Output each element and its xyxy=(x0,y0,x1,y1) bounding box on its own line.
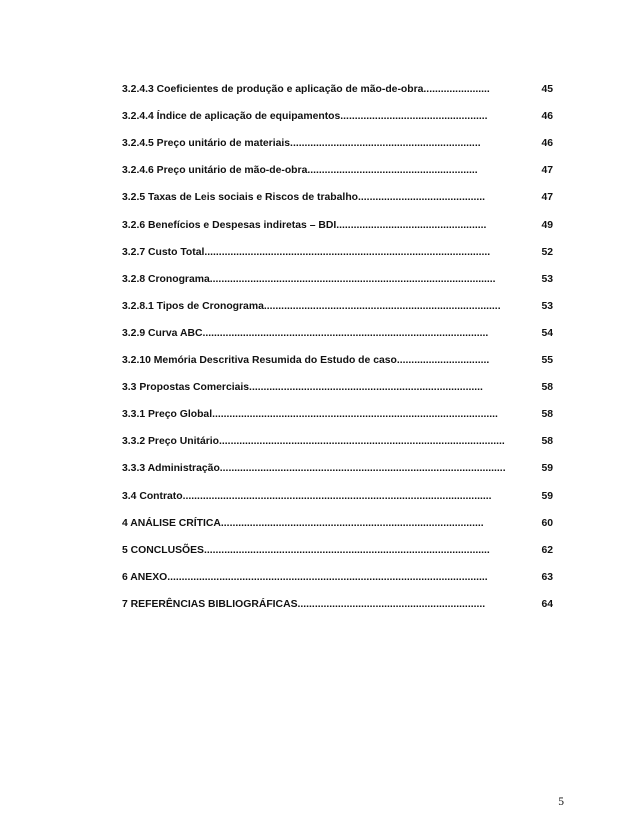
toc-entry-page: 53 xyxy=(541,273,553,285)
toc-entry-page: 52 xyxy=(541,246,553,258)
toc-entry-page: 62 xyxy=(541,544,553,556)
toc-entry[interactable] xyxy=(122,136,553,152)
toc-entry-title: 3.2.5 Taxas de Leis sociais e Riscos de trabalho............................................ xyxy=(122,192,486,204)
toc-entry-page: 46 xyxy=(541,138,553,150)
toc-entry-title: 6 ANEXO............................................................................................................... xyxy=(122,571,488,583)
toc-entry-title: 3.2.10 Memória Descritiva Resumida do Estudo de caso................................ xyxy=(122,355,490,366)
toc-entry-page: 55 xyxy=(541,355,553,366)
toc-entry-page: 59 xyxy=(541,463,553,475)
toc-entry-title: 3.2.4.4 Índice de aplicação de equipamentos................................................... xyxy=(122,111,488,123)
toc-entry[interactable] xyxy=(122,434,553,450)
toc-entry-page: 46 xyxy=(541,111,553,123)
toc-entry-title: 4 ANÁLISE CRÍTICA........................................................................................... xyxy=(122,517,484,529)
toc-entry[interactable] xyxy=(122,245,553,261)
toc-entry-page: 54 xyxy=(541,327,553,339)
toc-entry-page: 59 xyxy=(541,490,553,502)
toc-entry-page: 53 xyxy=(541,300,553,312)
toc-entry-title: 3.2.9 Curva ABC................................................................................................... xyxy=(122,327,489,339)
toc-entry-page: 60 xyxy=(541,517,553,529)
toc-entry-title: 3.3.1 Preço Global................................................................................................... xyxy=(122,409,498,421)
toc-entry-title: 5 CONCLUSÕES................................................................................................... xyxy=(122,544,490,556)
toc-entry-title: 3.2.6 Benefícios e Despesas indiretas – BDI.................................................... xyxy=(122,219,487,231)
toc-entry[interactable] xyxy=(122,109,553,125)
toc-entry-title: 3.4 Contrato........................................................................................................... xyxy=(122,490,492,502)
toc-entry-page: 47 xyxy=(541,165,553,177)
toc-entry-title: 3.2.8.1 Tipos de Cronograma.................................................................................. xyxy=(122,300,501,312)
toc-entry-page: 58 xyxy=(541,436,553,448)
toc-entry[interactable] xyxy=(122,326,553,342)
toc-entry[interactable] xyxy=(122,407,553,423)
toc-entry-title: 7 REFERÊNCIAS BIBLIOGRÁFICAS................................................................. xyxy=(122,598,486,610)
toc-entry-title: 3.2.4.6 Preço unitário de mão-de-obra........................................................... xyxy=(122,165,478,177)
toc-entry-page: 64 xyxy=(541,598,553,610)
toc-entry-title: 3.2.8 Cronograma................................................................................................... xyxy=(122,273,496,285)
toc-entry[interactable] xyxy=(122,163,553,179)
toc-entry[interactable] xyxy=(122,82,553,98)
toc-entry[interactable] xyxy=(122,543,553,559)
toc-entry[interactable] xyxy=(122,489,553,505)
toc-entry[interactable] xyxy=(122,380,553,396)
toc-entry-title: 3.2.4.5 Preço unitário de materiais.................................................................. xyxy=(122,138,481,150)
toc-entry[interactable] xyxy=(122,597,553,613)
page-number: 5 xyxy=(558,796,564,808)
toc-entry[interactable] xyxy=(122,190,553,206)
toc-entry-title: 3.3 Propostas Comerciais................................................................................. xyxy=(122,382,483,394)
toc-entry[interactable] xyxy=(122,218,553,234)
toc-entry-page: 58 xyxy=(541,382,553,394)
toc-entry-title: 3.2.4.3 Coeficientes de produção e aplicação de mão-de-obra....................... xyxy=(122,84,490,95)
toc-entry[interactable] xyxy=(122,461,553,477)
toc-entry-page: 47 xyxy=(541,192,553,204)
toc-entry[interactable] xyxy=(122,570,553,586)
toc-entry-title: 3.3.2 Preço Unitário................................................................................................... xyxy=(122,436,505,448)
toc-entry[interactable] xyxy=(122,516,553,532)
toc-entry[interactable] xyxy=(122,272,553,288)
toc-entry-page: 45 xyxy=(541,84,553,95)
toc-entry-page: 58 xyxy=(541,409,553,421)
toc-entry-title: 3.3.3 Administração................................................................................................... xyxy=(122,463,506,475)
toc-entry-title: 3.2.7 Custo Total................................................................................................... xyxy=(122,246,491,258)
toc-entry-page: 49 xyxy=(541,219,553,231)
toc-entry[interactable] xyxy=(122,299,553,315)
toc-entry-page: 63 xyxy=(541,571,553,583)
toc-entry[interactable] xyxy=(122,353,553,369)
